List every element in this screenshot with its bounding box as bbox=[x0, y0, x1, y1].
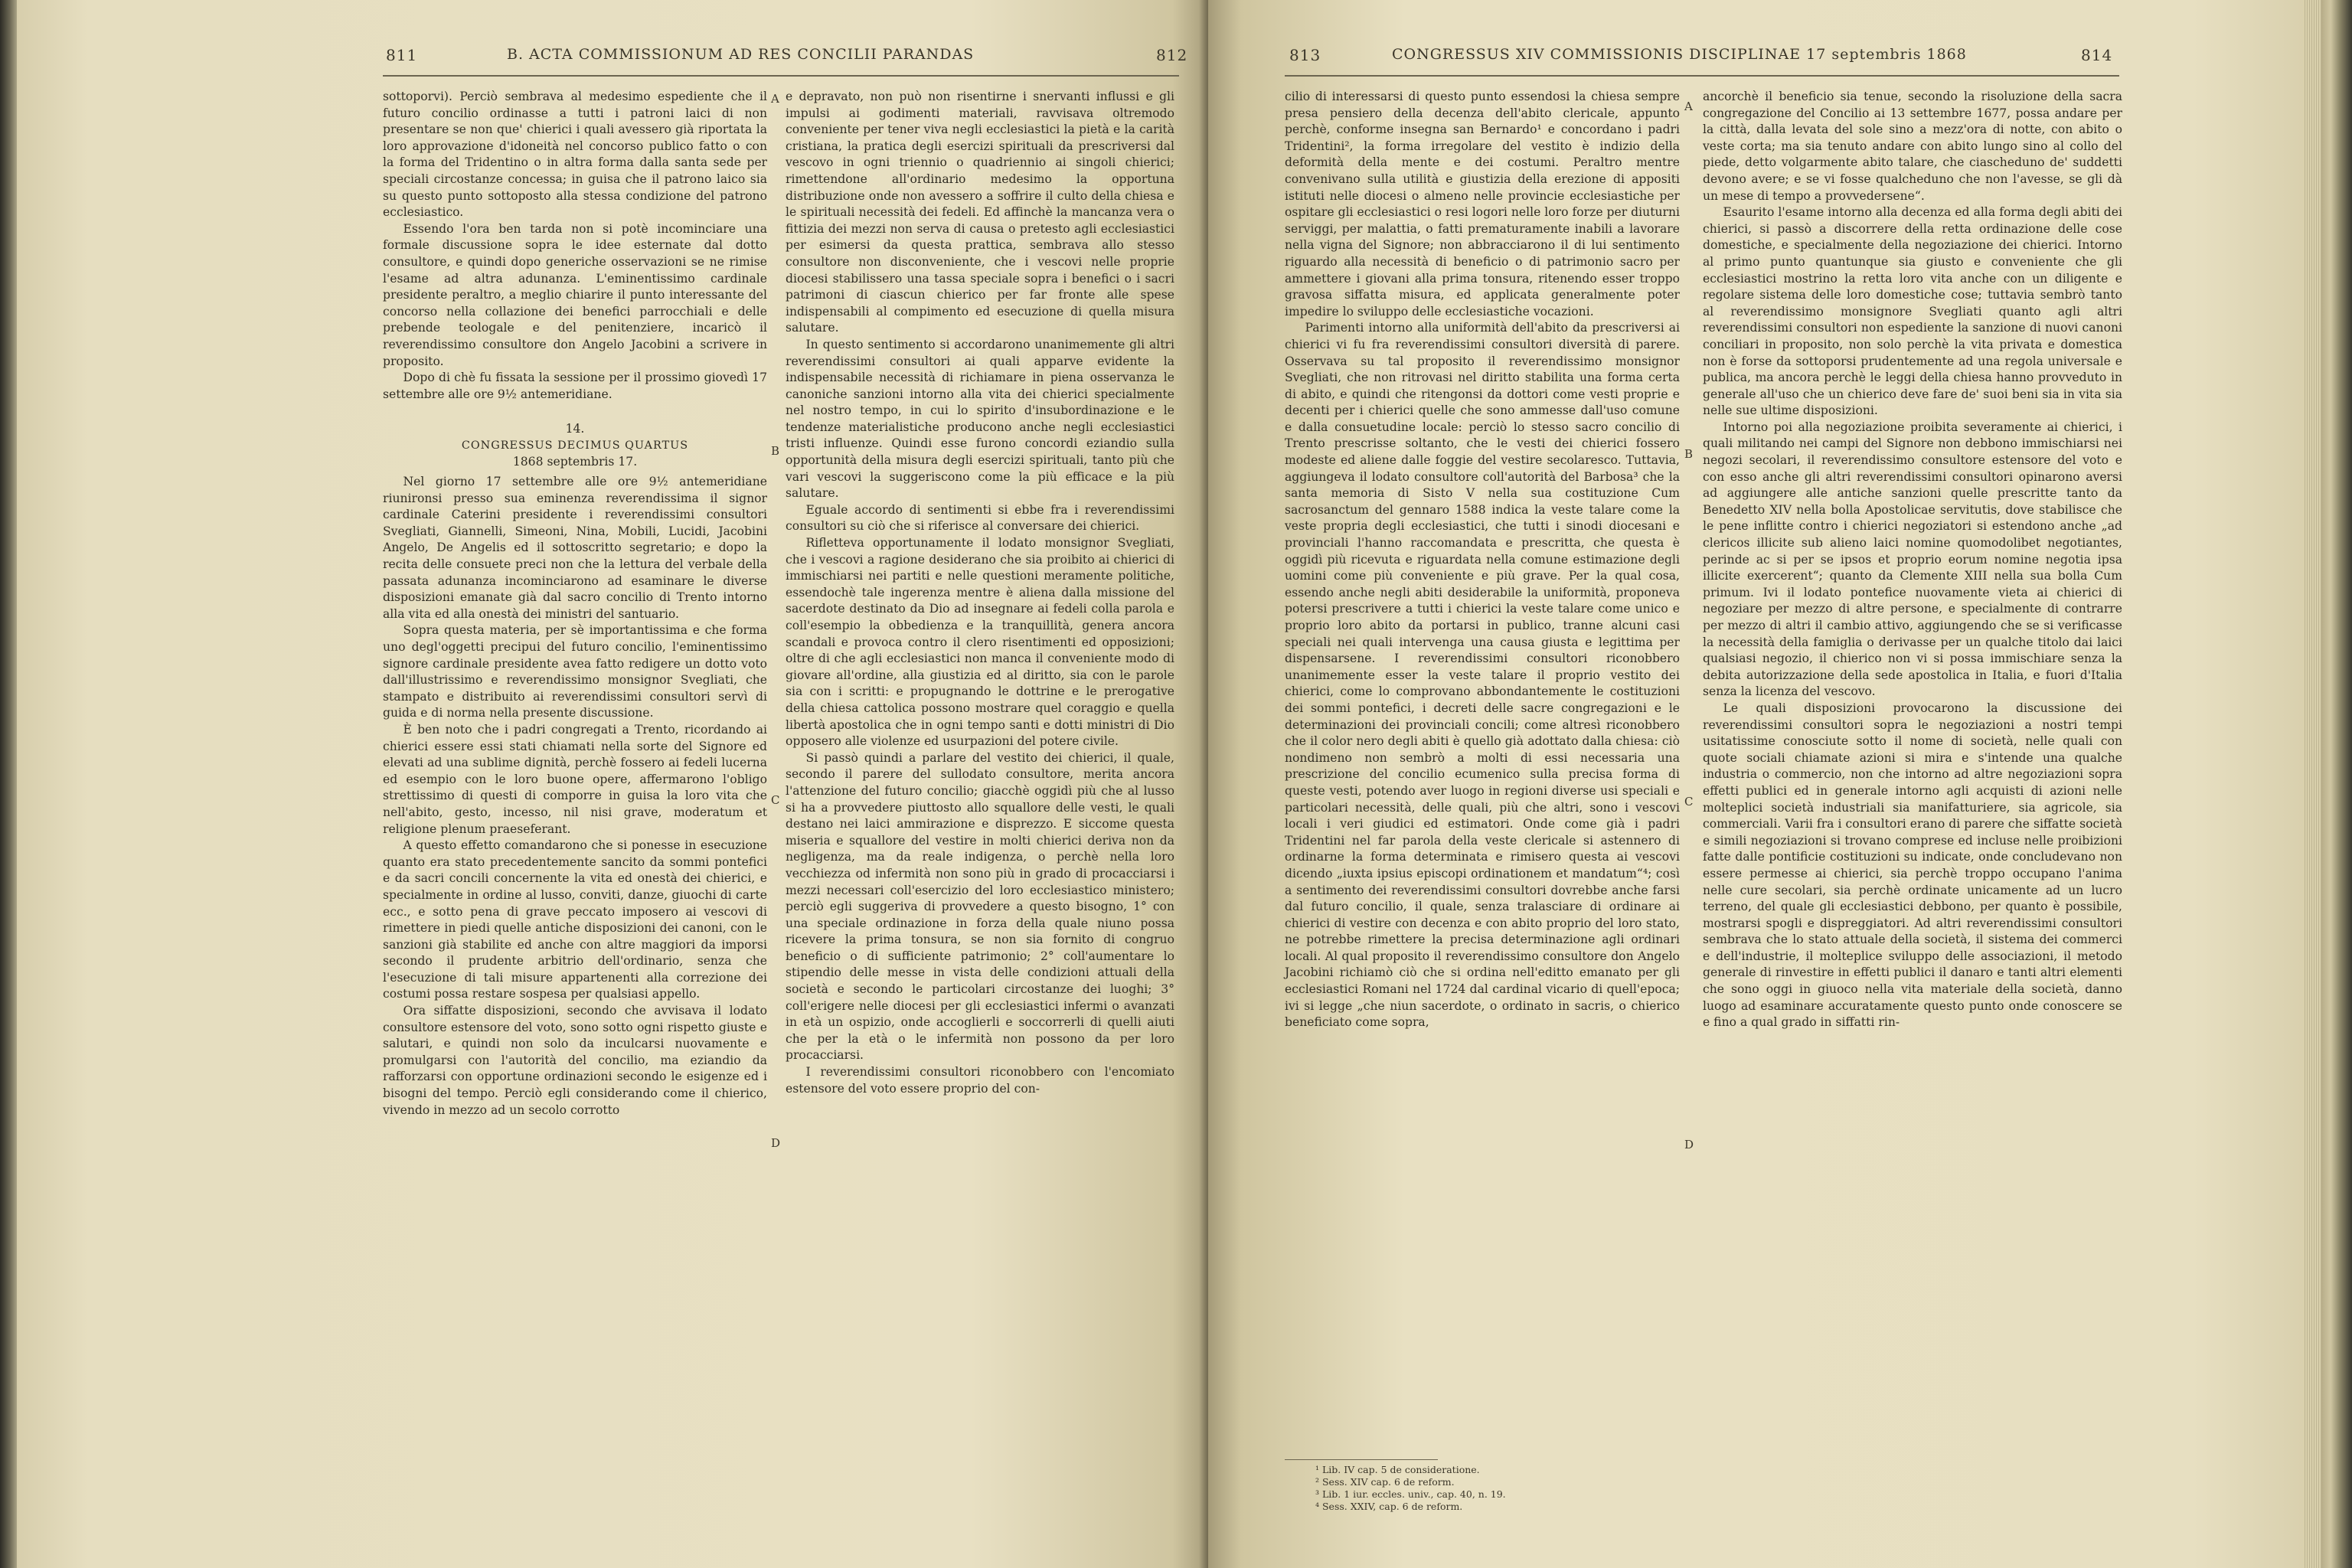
footnote: ⁴ Sess. XXIV, cap. 6 de reform. bbox=[1315, 1501, 1463, 1512]
paragraph: È ben noto che i padri congregati a Trento, ricordando ai chierici essere essi stati chiamati nella sorte del Signore ed elevati ad una sublime dignità, perchè fossero ai fedeli lucerna ed esempio con le loro buone opere, affermarono l'obligo strettissimo di questi di comporre in guisa la loro vita che nell'abito, gesto, incesso, nil nisi grave, moderatum et religione plenum praeseferant. bbox=[383, 722, 767, 836]
text-column-2 bbox=[786, 89, 1174, 1097]
footnote: ¹ Lib. IV cap. 5 de consideratione. bbox=[1315, 1464, 1480, 1475]
section-date: 1868 septembris 17. bbox=[512, 455, 638, 469]
paragraph: Eguale accordo di sentimenti si ebbe fra i reverendissimi consultori su ciò che si riferisce al conversare dei chierici. bbox=[786, 502, 1174, 534]
page-number: 812 bbox=[1156, 46, 1188, 64]
header-rule bbox=[1285, 75, 2119, 77]
margin-letter: B bbox=[1684, 447, 1694, 461]
paragraph: Ora siffatte disposizioni, secondo che avvisava il lodato consultore estensore del voto, sono sotto ogni rispetto giuste e salutari, e quindi non solo da inculcarsi nuovamente e promulgarsi con l'autorità del concilio, ma eziandio da rafforzarsi con opportune ordinazioni secondo le esigenze ed i bisogni del tempo. Perciò egli considerando come il chierico, vivendo in mezzo ad un secolo corrotto bbox=[383, 1004, 767, 1117]
paragraph: sottoporvi). Perciò sembrava al medesimo espediente che il futuro concilio ordinasse a tutti i patroni laici di non presentare se non que' chierici i quali avessero già riportata la loro approvazione d'idoneità nel concorso publico fatto o con la forma del Tridentino o in altra forma dalla santa sede per speciali circostanze concessa; in guisa che il patrono laico sia su questo punto sottoposto alla stessa condizione del patrono ecclesiastico. bbox=[383, 90, 767, 220]
header-rule bbox=[383, 75, 1179, 77]
paragraph: Essendo l'ora ben tarda non si potè incominciare una formale discussione sopra le idee esternate dal dotto consultore, e quindi dopo generiche osservazioni se ne rimise l'esame ad altra adunanza. L'eminentissimo cardinale presidente peraltro, a meglio chiarire il punto interessante del concorso nella collazione dei benefici parrocchiali e delle prebende teologale e del penitenziere, incaricò il reverendissimo consultore don Angelo Jacobini a scrivere in proposito. bbox=[383, 221, 767, 368]
paragraph: Nel giorno 17 settembre alle ore 9½ antemeridiane riunironsi presso sua eminenza reverendissima il signor cardinale Caterini presidente i reverendissimi consultori Svegliati, Giannelli, Simeoni, Nina, Mobili, Lucidi, Jacobini Angelo, De Angelis ed il sottoscritto segretario; e dopo la recita delle consuete preci non che la lettura del verbale della passata adunanza incominciarono ad esaminare le diverse disposizioni emanate già dal sacro concilio di Trento intorno alla vita ed alla onestà dei ministri del santuario. bbox=[383, 475, 767, 621]
margin-letter: A bbox=[771, 92, 779, 106]
paragraph: Le quali disposizioni provocarono la discussione dei reverendissimi consultori sopra le negoziazioni a nostri tempi usitatissime conosciute sotto il nome di società, nelle quali con quote sociali chiamate azioni si mira e s'intende una qualche industria o commercio, non che intorno ad altre negoziazioni sopra effetti publici ed in generale intorno agli acquisti di azioni nelle molteplici società industriali sia manifatturiere, sia agricole, sia commerciali. Varii fra i consultori erano di parere che siffatte società e simili negoziazioni si trovano comprese ed incluse nelle proibizioni fatte dalle pontificie costituzioni su indicate, onde concludevano non essere permesse ai chierici, sia perchè troppo occupano l'anima nelle cure secolari, sia perchè ordinate unicamente ad un lucro terreno, del quale gli ecclesiastici debbono, per quanto è possibile, mostrarsi spogli e dispreggiatori. Ad altri reverendissimi consultori sembrava che lo stato attuale della società, il sistema dei commerci e dell'industrie, il molteplice sviluppo delle associazioni, il metodo generale di rinvestire in effetti publici il danaro e tanti altri elementi che sono oggi in giuoco nella vita materiale della società, danno luogo ad esaminare accuratamente questo punto onde conoscere se e fino a qual grado in siffatti rin- bbox=[1703, 701, 2122, 1030]
section-number: 14. bbox=[565, 422, 585, 436]
text-column-3 bbox=[1285, 89, 1680, 1031]
page-number: 813 bbox=[1289, 46, 1321, 64]
right-page bbox=[1208, 0, 2303, 1568]
margin-letter: A bbox=[1684, 100, 1693, 113]
book-binding-right bbox=[2321, 0, 2352, 1568]
right-page-header bbox=[1208, 46, 2303, 70]
page-number: 811 bbox=[386, 46, 418, 64]
paragraph: Esaurito l'esame intorno alla decenza ed alla forma degli abiti dei chierici, si passò a discorrere della retta ordinazione delle cose domestiche, e specialmente della negoziazione dei chierici. Intorno al primo punto quantunque sia giusto e conveniente che gli ecclesiastici mostrino la retta loro vita anche con un diligente e regolare sistema delle loro domestiche cose; tuttavia sembrò tanto al reverendissimo monsignore Svegliati quanto agli altri reverendissimi consultori non espediente la sanzione di nuovi canoni conciliari in proposito, non solo perchè la vita privata e domestica non è forse da sottoporsi prudentemente ad una regola universale e publica, ma ancora perchè le leggi della chiesa hanno provveduto in generale all'uso che un chierico deve fare de' suoi beni sia in vita sia nelle sue ultime disposizioni. bbox=[1703, 205, 2122, 418]
margin-letter: D bbox=[771, 1136, 781, 1150]
footnote: ² Sess. XIV cap. 6 de reform. bbox=[1315, 1476, 1455, 1488]
footnote-rule bbox=[1285, 1459, 1438, 1460]
footnotes bbox=[1315, 1464, 1675, 1513]
left-page bbox=[17, 0, 1208, 1568]
paragraph: Dopo di chè fu fissata la sessione per il prossimo giovedì 17 settembre alle ore 9½ antemeridiane. bbox=[383, 371, 767, 401]
book-binding-left bbox=[0, 0, 17, 1568]
margin-letter: C bbox=[1684, 795, 1694, 808]
paragraph: A questo effetto comandarono che si ponesse in esecuzione quanto era stato precedentemente sancito da sommi pontefici e da sacri concili concernente la vita ed onestà dei chierici, e specialmente in ordine al lusso, conviti, danze, giuochi di carte ecc., e sotto pena di grave peccato imposero ai vescovi di rimettere in piedi quelle antiche disposizioni dei canoni, con le sanzioni già stabilite ed anche con altre maggiori da imporsi secondo il prudente arbitrio dell'ordinario, senza che l'esecuzione di tali misure appartenenti alla correzione dei costumi possa restare sospesa per qualsiasi appello. bbox=[383, 838, 767, 1001]
margin-letter: D bbox=[1684, 1138, 1694, 1152]
paragraph: Sopra questa materia, per sè importantissima e che forma uno degl'oggetti precipui del futuro concilio, l'eminentissimo signore cardinale presidente avea fatto redigere un dotto voto dall'illustrissimo e reverendissimo monsignor Svegliati, che stampato e distribuito ai reverendissimi consultori servì di guida e di norma nella presente discussione. bbox=[383, 623, 767, 720]
running-head: CONGRESSUS XIV COMMISSIONIS DISCIPLINAE 17 septembris 1868 bbox=[1392, 46, 1967, 63]
paragraph: Si passò quindi a parlare del vestito dei chierici, il quale, secondo il parere del sullodato consultore, merita ancora l'attenzione del futuro concilio; giacchè oggidì più che al lusso si ha a provvedere piuttosto allo squallore delle vesti, le quali destano nei laici ammirazione e disprezzo. E siccome questa miseria e squallore del vestire in molti chierici deriva non da negligenza, ma da reale indigenza, o perchè nella loro vecchiezza od infermità non sono più in grado di procacciarsi i mezzi necessari coll'esercizio del loro ecclesiastico ministero; perciò egli suggeriva di provvedere a questo bisogno, 1° con una speciale ordinazione in forza della quale niuno possa ricevere la prima tonsura, se non sia fornito di congruo beneficio o di sufficiente patrimonio; 2° coll'aumentare lo stipendio delle messe in vista delle condizioni attuali della società e secondo le particolari circostanze dei luoghi; 3° coll'erigere nelle diocesi per gli ecclesiastici infermi o avanzati in età un ospizio, onde accoglierli e soccorrerli di quelli aiuti che per la età o le infermità non possono da per loro procacciarsi. bbox=[786, 750, 1174, 1063]
paragraph: ancorchè il beneficio sia tenue, secondo la risoluzione della sacra congregazione del Concilio ai 13 settembre 1677, possa andare per la città, dalla levata del sole sino a mezz'ora di notte, con abito o veste corta; ma sia tenuto andare con abito lungo sino al collo del piede, detto volgarmente abito talare, che ciascheduno de' suddetti devono avere; e se vi fosse qualcheduno che non l'avesse, se gli dà un mese di tempo a provvedersene“. bbox=[1703, 90, 2122, 203]
page-edges bbox=[2303, 0, 2321, 1568]
paragraph: Intorno poi alla negoziazione proibita severamente ai chierici, i quali militando nei campi del Signore non debbono immischiarsi nei negozi secolari, il reverendissimo consultore estensore del voto e con esso anche gli altri reverendissimi consultori opinarono aversi ad aggiungere alle antiche sanzioni quelle prescritte tanto da Benedetto XIV nella bolla Apostolicae servitutis, dove stabilisce che le pene inflitte contro i chierici negoziatori si estendono anche „ad clericos illicite sub alieno laici nomine quomodolibet negotiantes, perinde ac si per se ipsos et proprio eorum nomine negotia ipsa illicite exercerent“; quanto da Clemente XIII nella sua bolla Cum primum. Ivi il lodato pontefice nuovamente vieta ai chierici di negoziare per mezzo di altre persone, e specialmente di contrarre per mezzo di altri il cambio attivo, aggiungendo che se si verificasse la necessità della famiglia o derivasse per un qualche titolo dai laici qualsiasi negozio, il chierico non vi si possa immischiare senza la debita autorizzazione della sede apostolica in Italia, e fuori d'Italia senza la licenza del vescovo. bbox=[1703, 420, 2122, 699]
page-number: 814 bbox=[2081, 46, 2113, 64]
running-head: B. ACTA COMMISSIONUM AD RES CONCILII PARANDAS bbox=[507, 46, 975, 63]
left-page-header bbox=[17, 46, 1208, 70]
text-column-1 bbox=[383, 89, 767, 1119]
paragraph: In questo sentimento si accordarono unanimemente gli altri reverendissimi consultori ai quali apparve evidente la indispensabile necessità di richiamare in piena osservanza le canoniche sanzioni intorno alla vita dei chierici specialmente nel nostro tempo, in cui lo spirito d'insubordinazione e le tendenze materialistiche producono anche negli ecclesiastici tristi influenze. Quindi esse furono concordi eziandio sulla opportunità della misura degli esercizi spirituali, tanto più che vari vescovi la suggeriscono come la più efficace e la più salutare. bbox=[786, 337, 1174, 501]
text-column-4 bbox=[1703, 89, 2122, 1031]
margin-letter: B bbox=[771, 444, 780, 458]
paragraph: e depravato, non può non risentirne i snervanti influssi e gli impulsi ai godimenti materiali, ravvisava oltremodo conveniente per tener viva negli ecclesiastici la pietà e la carità cristiana, la pratica degli esercizi spirituali da prescriversi dal vescovo in ogni triennio o quadriennio ai singoli chierici; rimettendone all'ordinario medesimo la opportuna distribuzione onde non avessero a soffrire il culto della chiesa e le spirituali necessità dei fedeli. Ed affinchè la mancanza vera o fittizia dei mezzi non serva di causa o pretesto agli ecclesiastici per esimersi da questa prattica, sembrava allo stesso consultore non disconveniente, che i vescovi nelle proprie diocesi stabilissero una tassa speciale sopra i benefici o i sacri patrimoni di ciascun chierico per far fronte alle spese indispensabili al compimento ed esecuzione di quella misura salutare. bbox=[786, 90, 1174, 335]
margin-letter: C bbox=[771, 793, 780, 807]
paragraph: Rifletteva opportunamente il lodato monsignor Svegliati, che i vescovi a ragione desiderano che sia proibito ai chierici di immischiarsi nei partiti e nelle questioni meramente politiche, essendochè tale ingerenza mentre è aliena dalla missione del sacerdote destinato da Dio ad insegnare ai fedeli colla parola e coll'esempio la obbedienza e la tranquillità, genera ancora scandali e provoca contro il clero risentimenti ed opposizioni; oltre di che agli ecclesiastici non manca il conveniente modo di giovare all'ordine, alla giustizia ed al diritto, sia con le parole sia con i scritti: e propugnando le dottrine e le prerogative della chiesa cattolica possono mostrare quel coraggio e quella libertà apostolica che in ogni tempo santi e dotti ministri di Dio opposero alle violenze ed usurpazioni del potere civile. bbox=[786, 536, 1174, 749]
section-title: CONGRESSUS DECIMUS QUARTUS bbox=[461, 439, 689, 452]
paragraph: cilio di interessarsi di questo punto essendosi la chiesa sempre presa pensiero della decenza dell'abito clericale, appunto perchè, conforme insegna san Bernardo¹ e concordano i padri Tridentini², la forma irregolare del vestito è indizio della deformità della mente e dei costumi. Peraltro mentre convenivano sulla utilità e giustizia della erezione di appositi istituti nelle diocesi o almeno nelle provincie ecclesiastiche per ospitare gli ecclesiastici o resi logori nelle loro forze per diuturni serviggi, per malattia, o fatti prematuramente inabili a lavorare nella vigna del Signore; non abbracciarono il di lui sentimento riguardo alla necessità di beneficio o di patrimonio sacro per ammettere i giovani alla prima tonsura, ritenendo esser troppo gravosa siffatta misura, ed applicata generalmente poter impedire lo sviluppo delle ecclesiastiche vocazioni. bbox=[1285, 90, 1680, 318]
paragraph: Parimenti intorno alla uniformità dell'abito da prescriversi ai chierici vi fu fra reverendissimi consultori diversità di parere. Osservava su tal proposito il reverendissimo monsignor Svegliati, che non ritrovasi nel diritto stabilita una forma certa di abito, e quindi che ritengonsi da dottori come vesti proprie e decenti per i chierici quelle che sono ammesse dall'uso comune e dalla consuetudine locale: perciò lo stesso sacro concilio di Trento prescrisse soltanto, che le vesti dei chierici fossero modeste ed aliene dalle foggie del vestire secolaresco. Tuttavia, aggiungeva il lodato consultore coll'autorità del Barbosa³ che la santa memoria di Sisto V nella sua costituzione Cum sacrosanctum del gennaro 1588 indica la veste talare come la veste propria degli ecclesiastici, che tutti i sinodi diocesani e provinciali l'hanno raccomandata e prescritta, che questa è oggidì più ricevuta e riguardata nella comune estimazione degli uomini come più conveniente e più grave. Per la qual cosa, essendo anche negli abiti desiderabile la uniformità, proponeva potersi prescrivere a tutti i chierici la veste talare come unico e proprio loro abito da portarsi in publico, tranne alcuni casi speciali nei quali intervenga una causa giusta e legittima per dispensarsene. I reverendissimi consultori riconobbero unanimemente esser la veste talare il proprio vestito dei chierici, come lo comprovano abbondantemente le costituzioni dei sommi pontefici, i decreti delle sacre congregazioni e le determinazioni dei provinciali concili; come altresì riconobbero che il color nero degli abiti è quello già adottato dalla chiesa: ciò nondimeno non sembrò a molti di essi necessaria una prescrizione del concilio ecumenico sulla precisa forma di queste vesti, potendo aver luogo in regioni diverse usi speciali e particolari necessità, delle quali, più che altri, sono i vescovi locali i veri giudici ed estimatori. Onde come già i padri Tridentini nel far parola della veste clericale si astennero di ordinarne la forma determinata e rimisero questa ai vescovi dicendo „iuxta ipsius episcopi ordinationem et mandatum“⁴; così a sentimento dei reverendissimi consultori dovrebbe anche farsi dal futuro concilio, il quale, senza tralasciare di ordinare ai chierici di vestire con decenza e con abito proprio del loro stato, ne potrebbe rimettere la precisa determinazione agli ordinari locali. Al qual proposito il reverendissimo consultore don Angelo Jacobini richiamò ciò che si ordina nell'editto emanato per gli ecclesiastici Romani nel 1724 dal cardinal vicario di quell'epoca; ivi si legge „che niun sacerdote, o ordinato in sacris, o chierico beneficiato come sopra, bbox=[1285, 321, 1680, 1030]
paragraph: I reverendissimi consultori riconobbero con l'encomiato estensore del voto essere proprio del con- bbox=[786, 1065, 1174, 1096]
footnote: ³ Lib. 1 iur. eccles. univ., cap. 40, n. 19. bbox=[1315, 1488, 1506, 1500]
